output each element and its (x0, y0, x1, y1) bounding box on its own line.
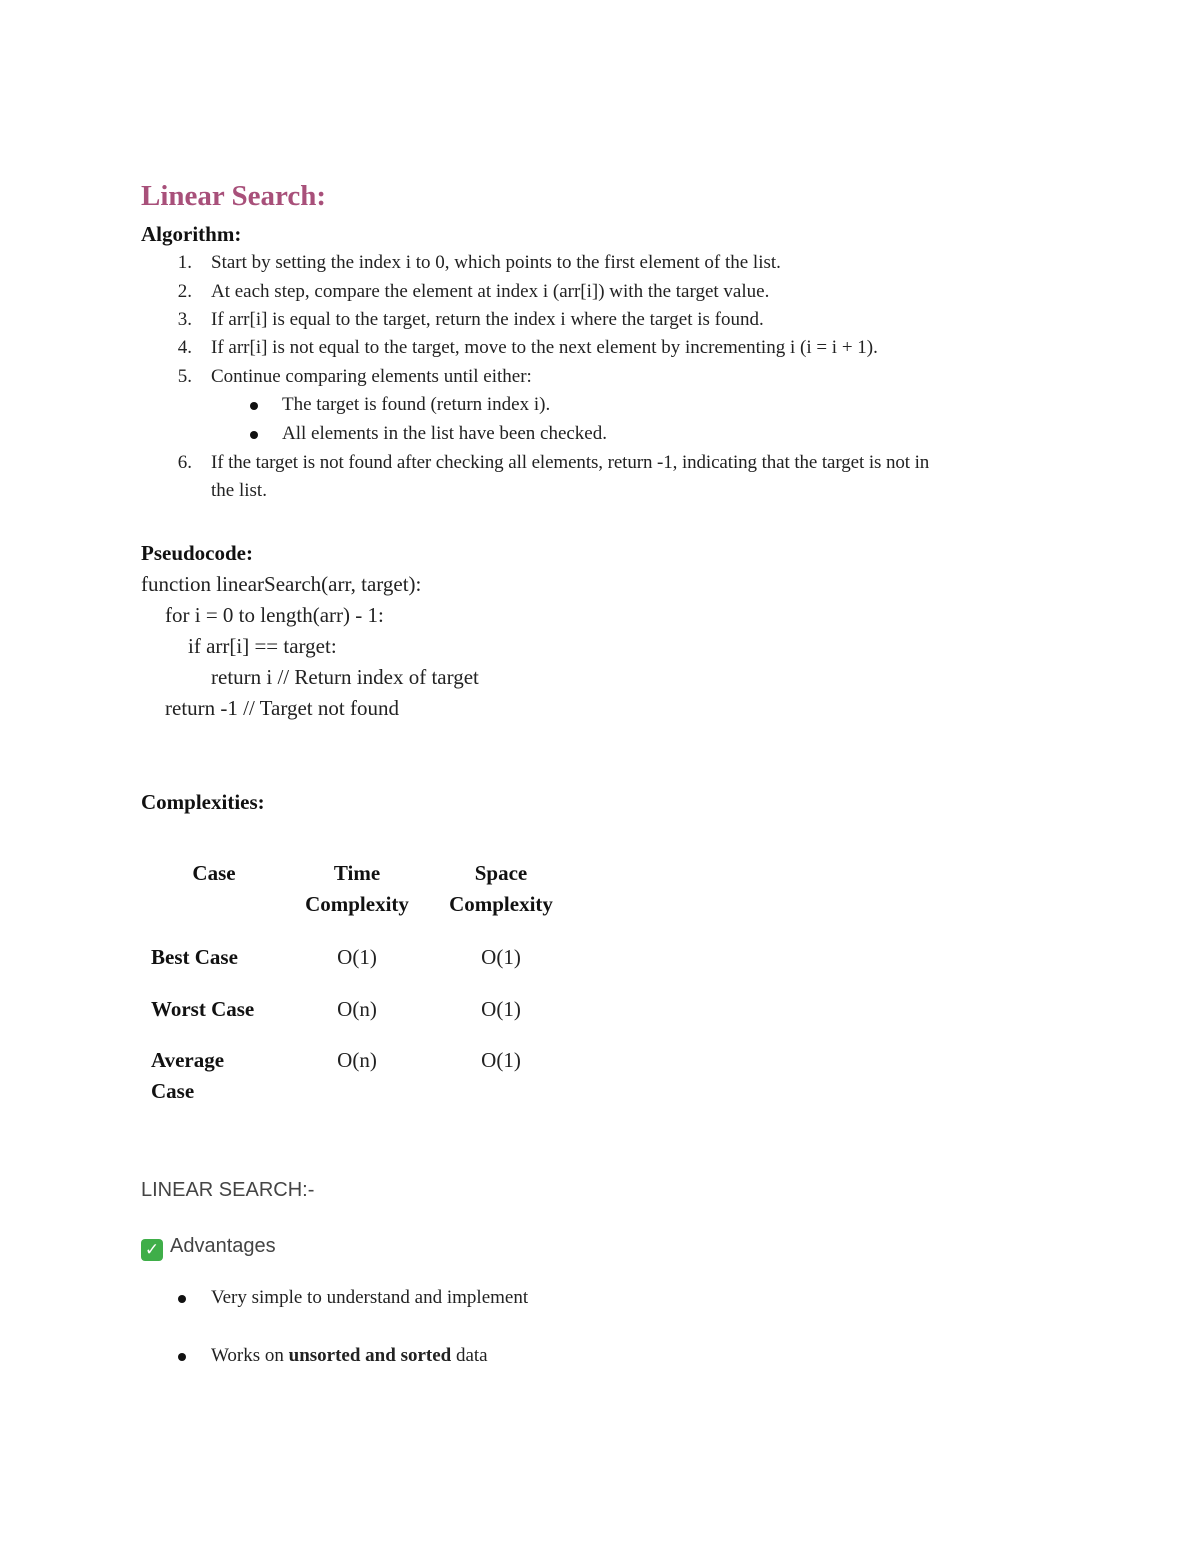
advantage-text: data (451, 1345, 488, 1366)
bullet-icon (178, 1295, 186, 1303)
table-header-time: Complexity (305, 892, 409, 916)
complexities-heading: Complexities: (141, 790, 265, 814)
table-row-label: Case (151, 1079, 195, 1103)
table-header-space: Complexity (449, 892, 553, 916)
step-number: 5. (177, 366, 192, 387)
table-cell: O(n) (337, 997, 377, 1021)
step-number: 2. (177, 281, 192, 302)
step-text: If arr[i] is not equal to the target, move to the next element by incrementing i (i = i + 1). (211, 337, 878, 358)
bullet-icon (250, 431, 258, 439)
advantage-item: Very simple to understand and implement (211, 1287, 529, 1308)
code-line: function linearSearch(arr, target): (141, 572, 422, 596)
step-text: At each step, compare the element at index i (arr[i]) with the target value. (211, 281, 770, 302)
page-title: Linear Search: (141, 180, 327, 212)
sub-bullet-text: All elements in the list have been checked. (282, 423, 607, 444)
linear-search-heading: LINEAR SEARCH:- (141, 1179, 315, 1201)
table-cell: O(1) (481, 997, 521, 1021)
step-number: 4. (177, 337, 192, 358)
table-row-label: Worst Case (151, 997, 255, 1021)
step-text: Start by setting the index i to 0, which points to the first element of the list. (211, 252, 781, 273)
advantages-heading (141, 1235, 276, 1261)
table-header-time: Time (333, 861, 381, 885)
algorithm-heading: Algorithm: (141, 222, 242, 246)
step-text: If the target is not found after checking all elements, return -1, indicating that the target is not in (211, 452, 930, 473)
code-line: for i = 0 to length(arr) - 1: (165, 603, 384, 627)
sub-bullet-text: The target is found (return index i). (282, 394, 551, 415)
table-row-label: Best Case (151, 945, 238, 969)
pseudocode-heading: Pseudocode: (141, 541, 253, 565)
table-cell: O(1) (481, 945, 521, 969)
step-text: Continue comparing elements until either: (211, 366, 532, 387)
check-mark-icon: ✓ (141, 1239, 163, 1261)
advantages-label: Advantages (170, 1235, 276, 1257)
table-header-case: Case (192, 861, 236, 885)
table-cell: O(1) (337, 945, 377, 969)
code-line: return i // Return index of target (211, 665, 479, 689)
advantage-item (211, 1345, 488, 1367)
table-header-space: Space (474, 861, 528, 885)
step-number: 3. (177, 309, 192, 330)
step-number: 1. (177, 252, 192, 273)
step-number: 6. (177, 452, 192, 473)
advantage-bold-text: unsorted and sorted (288, 1345, 452, 1366)
table-cell: O(n) (337, 1048, 377, 1072)
table-cell: O(1) (481, 1048, 521, 1072)
advantage-text: Works on (211, 1345, 289, 1366)
code-line: if arr[i] == target: (188, 634, 337, 658)
bullet-icon (250, 402, 258, 410)
table-row-label: Average (151, 1048, 225, 1072)
step-text-continued: the list. (211, 480, 267, 501)
code-line: return -1 // Target not found (165, 696, 399, 720)
step-text: If arr[i] is equal to the target, return the index i where the target is found. (211, 309, 764, 330)
bullet-icon (178, 1353, 186, 1361)
